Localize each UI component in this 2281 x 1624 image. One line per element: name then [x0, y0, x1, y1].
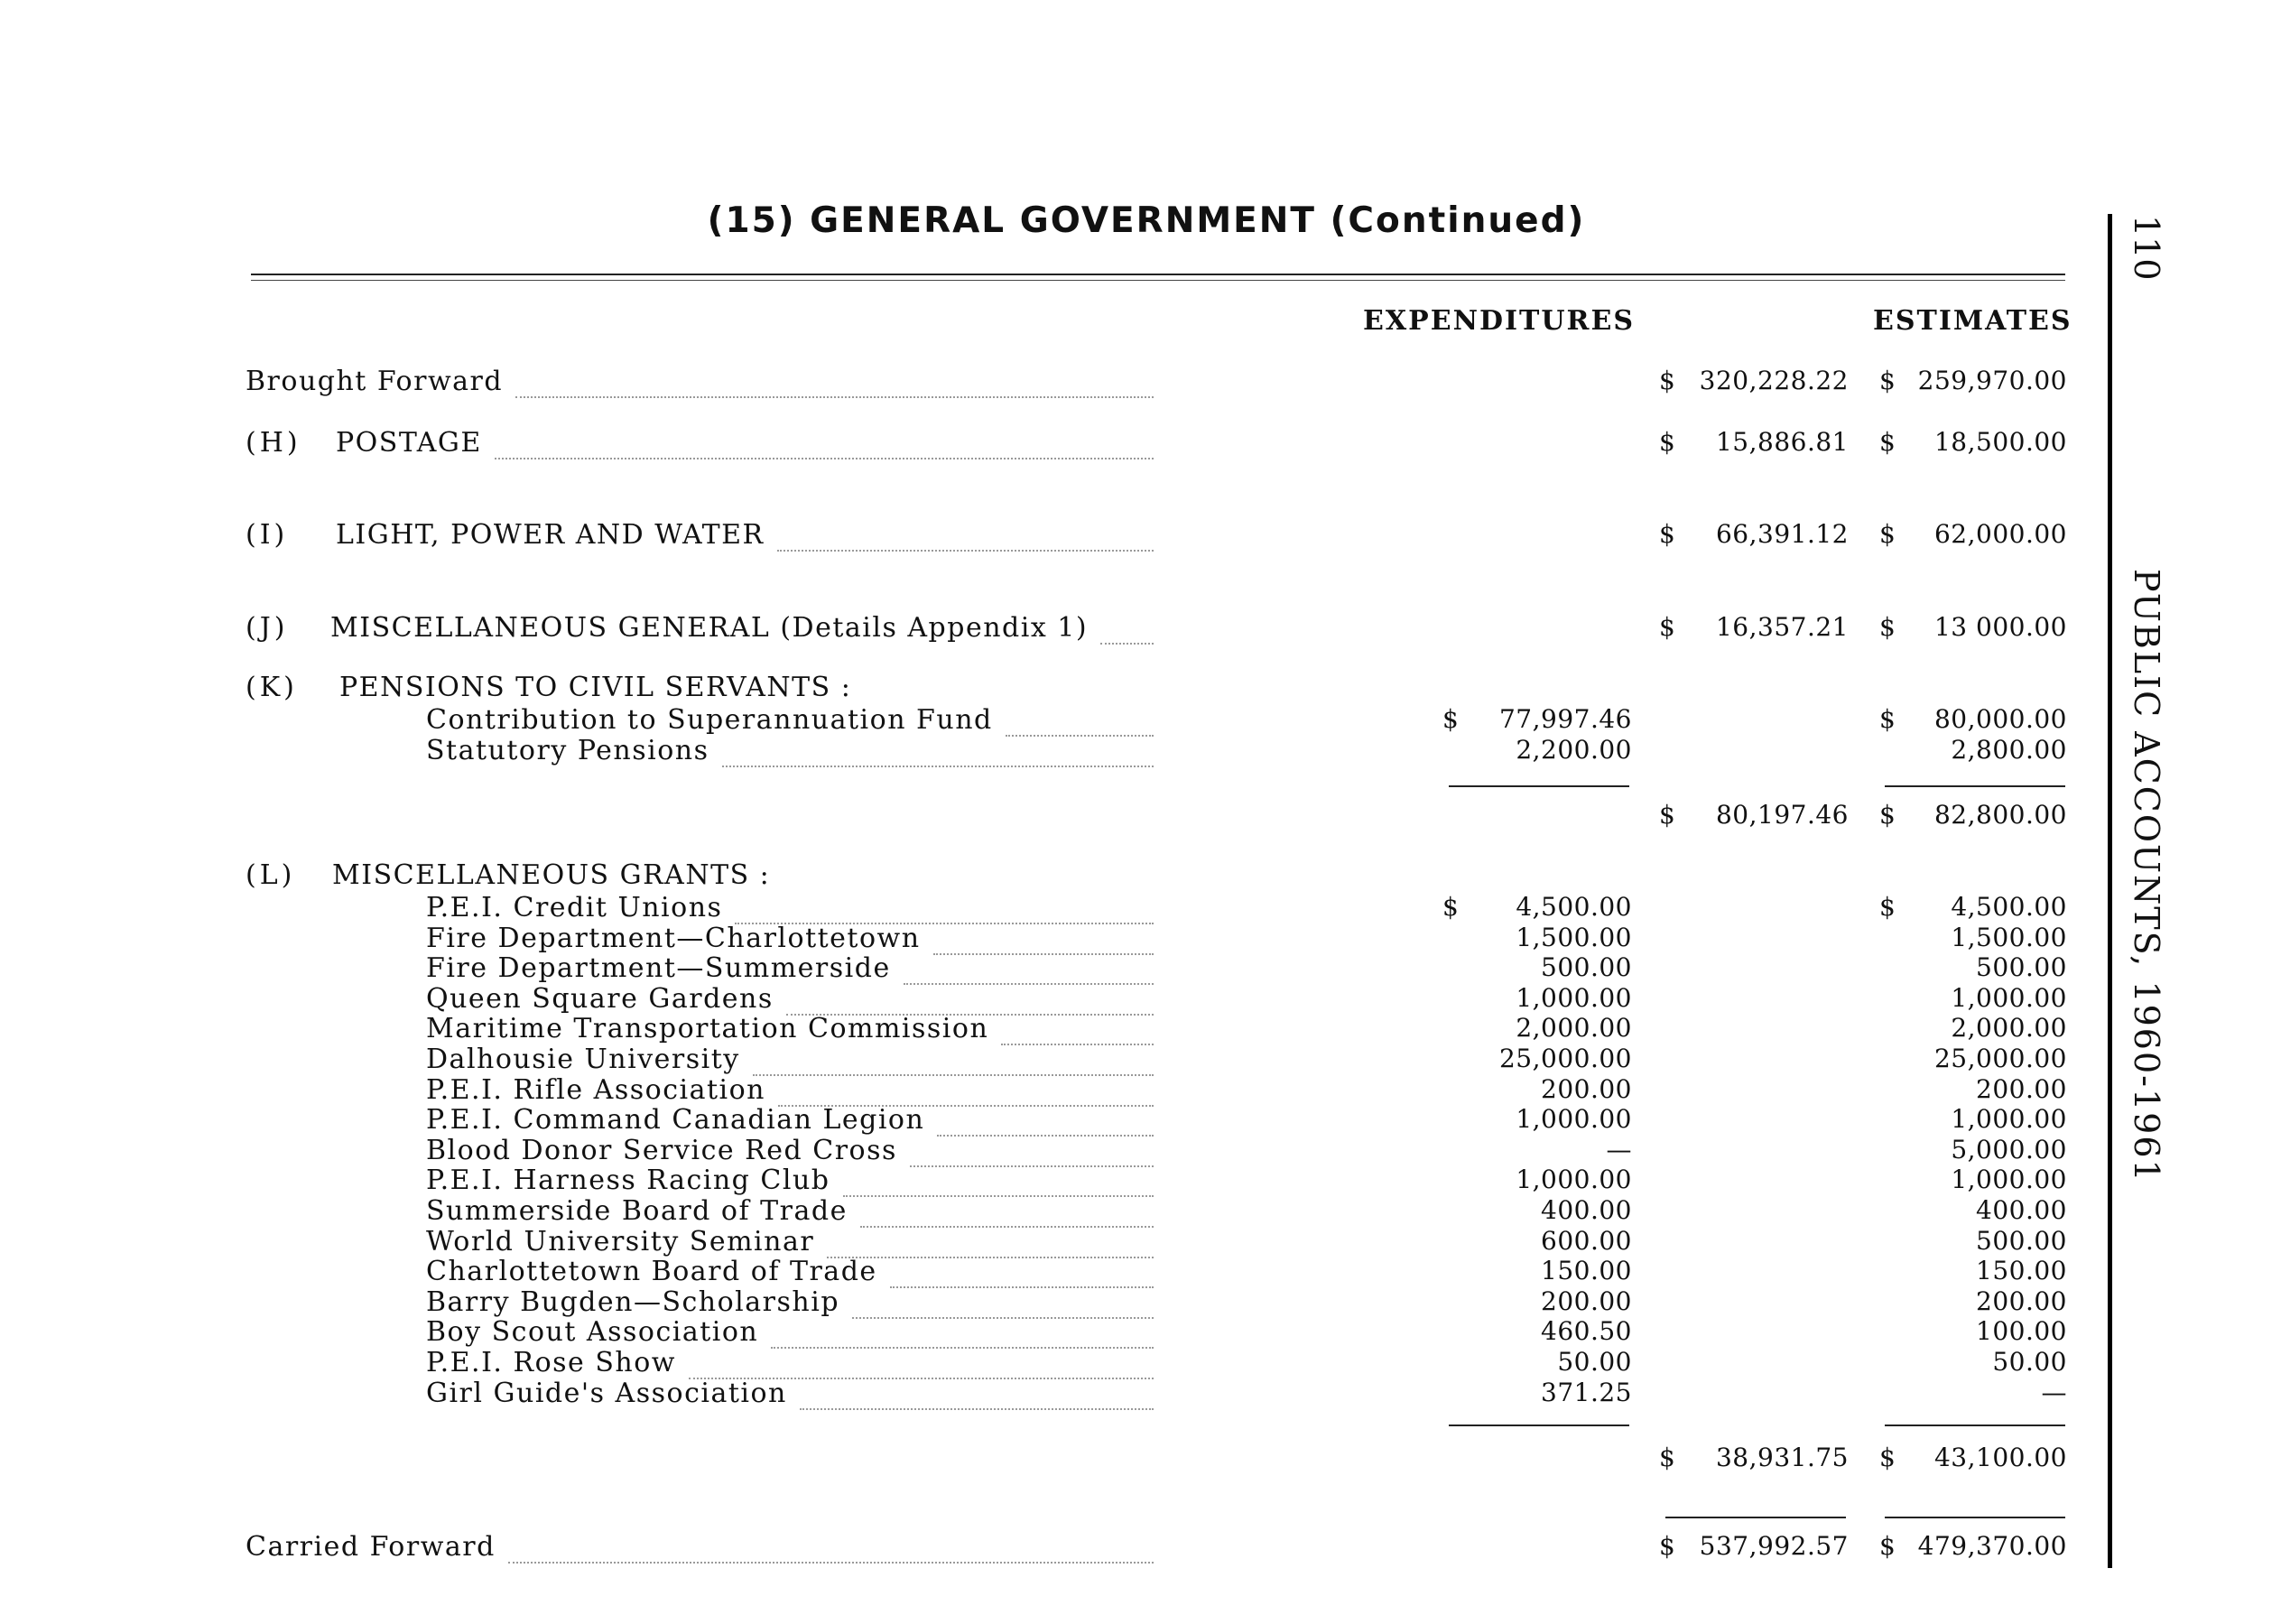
expenditure-amount: 1,000.00 — [1516, 983, 1632, 1013]
dot-leaders — [890, 1256, 1154, 1288]
estimate-amount: 4,500.00 — [1951, 892, 2067, 922]
section-letter: (J) — [246, 612, 289, 644]
section-label: LIGHT, POWER AND WATER — [336, 519, 765, 551]
estimate-amount: 500.00 — [1976, 952, 2067, 982]
estimate-amount: 2,000.00 — [1951, 1013, 2067, 1043]
section-label: MISCELLANEOUS GRANTS : — [332, 859, 771, 891]
estimate-amount: 18,500.00 — [1933, 427, 2067, 457]
item-label: P.E.I. Harness Racing Club — [426, 1165, 830, 1196]
item-label: P.E.I. Rifle Association — [426, 1074, 766, 1106]
item-label: Dalhousie University — [426, 1044, 740, 1075]
estimate-amount: 82,800.00 — [1933, 800, 2067, 830]
item-label: P.E.I. Rose Show — [426, 1347, 676, 1378]
dot-leaders — [1100, 612, 1154, 645]
running-title: PUBLIC ACCOUNTS, 1960-1961 — [2127, 569, 2166, 1183]
estimate-amount: 200.00 — [1976, 1074, 2067, 1104]
expenditure-amount: 150.00 — [1541, 1256, 1632, 1285]
estimate-amount: 13 000.00 — [1933, 612, 2067, 642]
estimate-amount: — — [2041, 1378, 2067, 1407]
estimate-amount: 62,000.00 — [1933, 519, 2067, 549]
dot-leaders — [843, 1165, 1154, 1197]
item-label: Charlottetown Board of Trade — [426, 1256, 877, 1287]
dot-leaders — [852, 1286, 1154, 1319]
dollar-sign: $ — [1879, 519, 1897, 549]
item-label: Summerside Board of Trade — [426, 1195, 848, 1227]
pensions-heading-row — [0, 672, 2281, 706]
row-label: Brought Forward — [246, 366, 504, 397]
dollar-sign: $ — [1879, 427, 1897, 457]
estimate-amount: 259,970.00 — [1917, 366, 2067, 395]
grant-item-row — [0, 1195, 2281, 1230]
subtotal-rule — [1449, 1424, 1629, 1426]
dot-leaders — [771, 1316, 1154, 1349]
estimate-amount: 500.00 — [1976, 1226, 2067, 1256]
total-rule — [1885, 1517, 2065, 1518]
item-label: Maritime Transportation Commission — [426, 1013, 989, 1044]
expenditure-amount: 371.25 — [1541, 1378, 1632, 1407]
expenditure-amount: 2,200.00 — [1516, 735, 1632, 765]
misc-general-row — [0, 612, 2281, 646]
subtotal-rule — [1449, 785, 1629, 787]
dot-leaders — [800, 1378, 1154, 1410]
item-label: Fire Department—Summerside — [426, 952, 891, 984]
dot-leaders — [777, 519, 1154, 552]
dot-leaders — [689, 1347, 1154, 1379]
dollar-sign: $ — [1879, 1531, 1897, 1561]
estimate-amount: 479,370.00 — [1917, 1531, 2067, 1561]
light-power-water-row — [0, 519, 2281, 553]
dot-leaders — [827, 1226, 1154, 1258]
estimate-amount: 25,000.00 — [1933, 1044, 2067, 1073]
grants-heading-row — [0, 859, 2281, 894]
section-label: MISCELLANEOUS GENERAL (Details Appendix 1) — [330, 612, 1089, 644]
carried-forward-row — [0, 1531, 2281, 1565]
dollar-sign: $ — [1659, 366, 1677, 395]
section-label: POSTAGE — [336, 427, 482, 459]
expenditure-amount: 4,500.00 — [1516, 892, 1632, 922]
dollar-sign: $ — [1442, 892, 1460, 922]
subtotal-rule — [1885, 1424, 2065, 1426]
expenditure-amount: 200.00 — [1541, 1286, 1632, 1316]
dollar-sign: $ — [1879, 1443, 1897, 1472]
grants-total-row — [0, 1443, 2281, 1477]
page-title: (15) GENERAL GOVERNMENT (Continued) — [707, 200, 1586, 241]
dot-leaders — [910, 1135, 1154, 1167]
dot-leaders — [786, 983, 1154, 1016]
item-label: P.E.I. Credit Unions — [426, 892, 723, 923]
dot-leaders — [508, 1531, 1154, 1564]
item-label: Barry Bugden—Scholarship — [426, 1286, 840, 1318]
estimate-amount: 1,000.00 — [1951, 983, 2067, 1013]
dot-leaders — [1006, 704, 1154, 737]
estimate-amount: 5,000.00 — [1951, 1135, 2067, 1165]
postage-row — [0, 427, 2281, 461]
dollar-sign: $ — [1879, 612, 1897, 642]
title-rule-secondary — [251, 280, 2065, 281]
section-letter: (H) — [246, 427, 301, 459]
row-label: Carried Forward — [246, 1531, 496, 1563]
item-label: Blood Donor Service Red Cross — [426, 1135, 897, 1166]
item-label: Girl Guide's Association — [426, 1378, 787, 1409]
grant-item-row — [0, 1044, 2281, 1078]
dollar-sign: $ — [1659, 427, 1677, 457]
total-amount: 537,992.57 — [1699, 1531, 1849, 1561]
total-amount: 66,391.12 — [1715, 519, 1849, 549]
item-label: Contribution to Superannuation Fund — [426, 704, 993, 736]
item-label: World University Seminar — [426, 1226, 815, 1257]
item-label: Queen Square Gardens — [426, 983, 774, 1015]
expenditure-amount: 400.00 — [1541, 1195, 1632, 1225]
grant-item-row — [0, 1316, 2281, 1350]
pensions-total-row — [0, 800, 2281, 834]
dollar-sign: $ — [1659, 1443, 1677, 1472]
dollar-sign: $ — [1879, 892, 1897, 922]
item-label: Statutory Pensions — [426, 735, 709, 766]
brought-forward-row — [0, 366, 2281, 400]
pensions-item-row — [0, 735, 2281, 769]
expenditure-amount: 600.00 — [1541, 1226, 1632, 1256]
estimate-amount: 400.00 — [1976, 1195, 2067, 1225]
expenditure-amount: 200.00 — [1541, 1074, 1632, 1104]
subtotal-rule — [1885, 785, 2065, 787]
expenditure-amount: 1,000.00 — [1516, 1104, 1632, 1134]
total-rule — [1665, 1517, 1846, 1518]
expenditure-amount: 2,000.00 — [1516, 1013, 1632, 1043]
dot-leaders — [735, 892, 1154, 924]
estimate-amount: 1,000.00 — [1951, 1104, 2067, 1134]
dot-leaders — [495, 427, 1154, 459]
expenditure-amount: 50.00 — [1557, 1347, 1632, 1377]
grant-item-row — [0, 1378, 2281, 1412]
dollar-sign: $ — [1659, 800, 1677, 830]
section-letter: (K) — [246, 672, 298, 703]
section-letter: (I) — [246, 519, 289, 551]
total-amount: 15,886.81 — [1715, 427, 1849, 457]
column-header-estimates: ESTIMATES — [1873, 305, 2072, 337]
dollar-sign: $ — [1879, 366, 1897, 395]
expenditure-amount: 460.50 — [1541, 1316, 1632, 1346]
expenditure-amount: 25,000.00 — [1498, 1044, 1632, 1073]
section-label: PENSIONS TO CIVIL SERVANTS : — [339, 672, 852, 703]
dollar-sign: $ — [1879, 704, 1897, 734]
dot-leaders — [904, 952, 1154, 985]
dot-leaders — [722, 735, 1154, 767]
dot-leaders — [1001, 1013, 1154, 1045]
total-amount: 38,931.75 — [1715, 1443, 1849, 1472]
expenditure-amount: 1,000.00 — [1516, 1165, 1632, 1194]
expenditure-amount: 500.00 — [1541, 952, 1632, 982]
dot-leaders — [933, 923, 1154, 955]
dollar-sign: $ — [1659, 612, 1677, 642]
estimate-amount: 1,500.00 — [1951, 923, 2067, 952]
grant-item-row — [0, 1347, 2281, 1381]
estimate-amount: 80,000.00 — [1933, 704, 2067, 734]
dot-leaders — [515, 366, 1154, 398]
estimate-amount: 43,100.00 — [1933, 1443, 2067, 1472]
page-number: 110 — [2127, 215, 2166, 281]
title-rule — [251, 274, 2065, 275]
item-label: P.E.I. Command Canadian Legion — [426, 1104, 925, 1136]
total-amount: 320,228.22 — [1699, 366, 1849, 395]
total-amount: 80,197.46 — [1715, 800, 1849, 830]
estimate-amount: 100.00 — [1976, 1316, 2067, 1346]
estimate-amount: 1,000.00 — [1951, 1165, 2067, 1194]
estimate-amount: 50.00 — [1992, 1347, 2067, 1377]
expenditure-amount: 1,500.00 — [1516, 923, 1632, 952]
grant-item-row — [0, 1165, 2281, 1199]
dollar-sign: $ — [1659, 519, 1677, 549]
estimate-amount: 2,800.00 — [1951, 735, 2067, 765]
dot-leaders — [860, 1195, 1154, 1228]
dot-leaders — [937, 1104, 1154, 1137]
expenditure-amount: 77,997.46 — [1498, 704, 1632, 734]
grant-item-row — [0, 892, 2281, 926]
pensions-item-row — [0, 704, 2281, 738]
estimate-amount: 150.00 — [1976, 1256, 2067, 1285]
grant-item-row — [0, 1013, 2281, 1047]
dollar-sign: $ — [1659, 1531, 1677, 1561]
column-header-expenditures: EXPENDITURES — [1363, 305, 1635, 337]
grant-item-row — [0, 1104, 2281, 1138]
item-label: Fire Department—Charlottetown — [426, 923, 921, 954]
expenditure-amount: — — [1606, 1135, 1632, 1165]
total-amount: 16,357.21 — [1715, 612, 1849, 642]
dot-leaders — [778, 1074, 1154, 1107]
estimate-amount: 200.00 — [1976, 1286, 2067, 1316]
dollar-sign: $ — [1879, 800, 1897, 830]
item-label: Boy Scout Association — [426, 1316, 759, 1348]
section-letter: (L) — [246, 859, 296, 891]
dot-leaders — [753, 1044, 1154, 1076]
dollar-sign: $ — [1442, 704, 1460, 734]
grant-item-row — [0, 1256, 2281, 1290]
grant-item-row — [0, 952, 2281, 987]
